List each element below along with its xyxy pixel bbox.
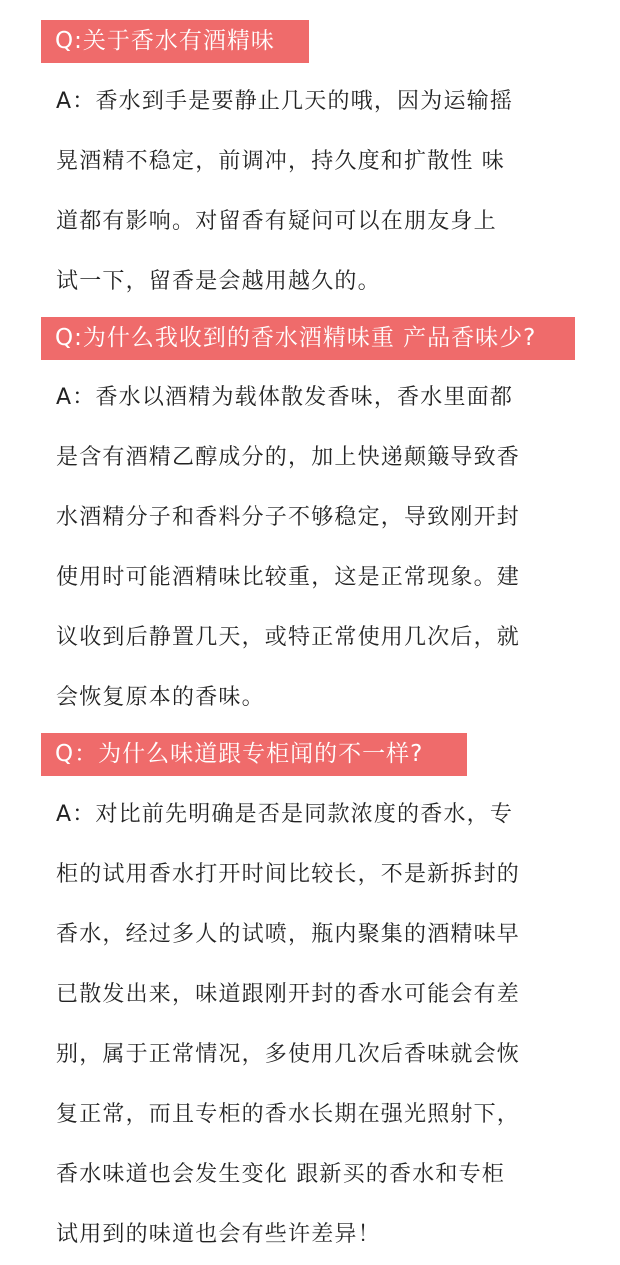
answer-block-3 xyxy=(56,785,576,1265)
answer-line: 议收到后静置几天，或特正常使用几次后，就 xyxy=(56,625,521,650)
question-banner-1: Q:关于香水有酒精味 xyxy=(41,20,309,63)
answer-block-2 xyxy=(56,368,576,728)
answer-line: 试用到的味道也会有些许差异！ xyxy=(56,1222,381,1247)
question-banner-2: Q:为什么我收到的香水酒精味重 产品香味少? xyxy=(41,317,575,360)
answer-line: 晃酒精不稳定，前调冲，持久度和扩散性 味 xyxy=(56,149,505,174)
answer-line: 试一下，留香是会越用越久的。 xyxy=(56,269,381,294)
answer-line: 香水味道也会发生变化 跟新买的香水和专柜 xyxy=(56,1162,505,1187)
answer-line: 使用时可能酒精味比较重，这是正常现象。建 xyxy=(56,565,521,590)
answer-line: A：香水到手是要静止几天的哦，因为运输摇 xyxy=(56,89,514,114)
answer-line: 道都有影响。对留香有疑问可以在朋友身上 xyxy=(56,209,497,234)
answer-line: 柜的试用香水打开时间比较长，不是新拆封的 xyxy=(56,862,521,887)
answer-line: 会恢复原本的香味。 xyxy=(56,685,265,710)
answer-line: 复正常，而且专柜的香水长期在强光照射下， xyxy=(56,1102,521,1127)
answer-line: 是含有酒精乙醇成分的，加上快递颠簸导致香 xyxy=(56,445,521,470)
answer-line: A：香水以酒精为载体散发香味，香水里面都 xyxy=(56,385,514,410)
answer-line: 别，属于正常情况，多使用几次后香味就会恢 xyxy=(56,1042,521,1067)
answer-line: A：对比前先明确是否是同款浓度的香水，专 xyxy=(56,802,514,827)
answer-line: 水酒精分子和香料分子不够稳定，导致刚开封 xyxy=(56,505,521,530)
answer-block-1 xyxy=(56,72,576,312)
answer-line: 香水，经过多人的试喷，瓶内聚集的酒精味早 xyxy=(56,922,521,947)
answer-line: 已散发出来，味道跟刚开封的香水可能会有差 xyxy=(56,982,521,1007)
question-banner-3: Q：为什么味道跟专柜闻的不一样? xyxy=(41,733,467,776)
